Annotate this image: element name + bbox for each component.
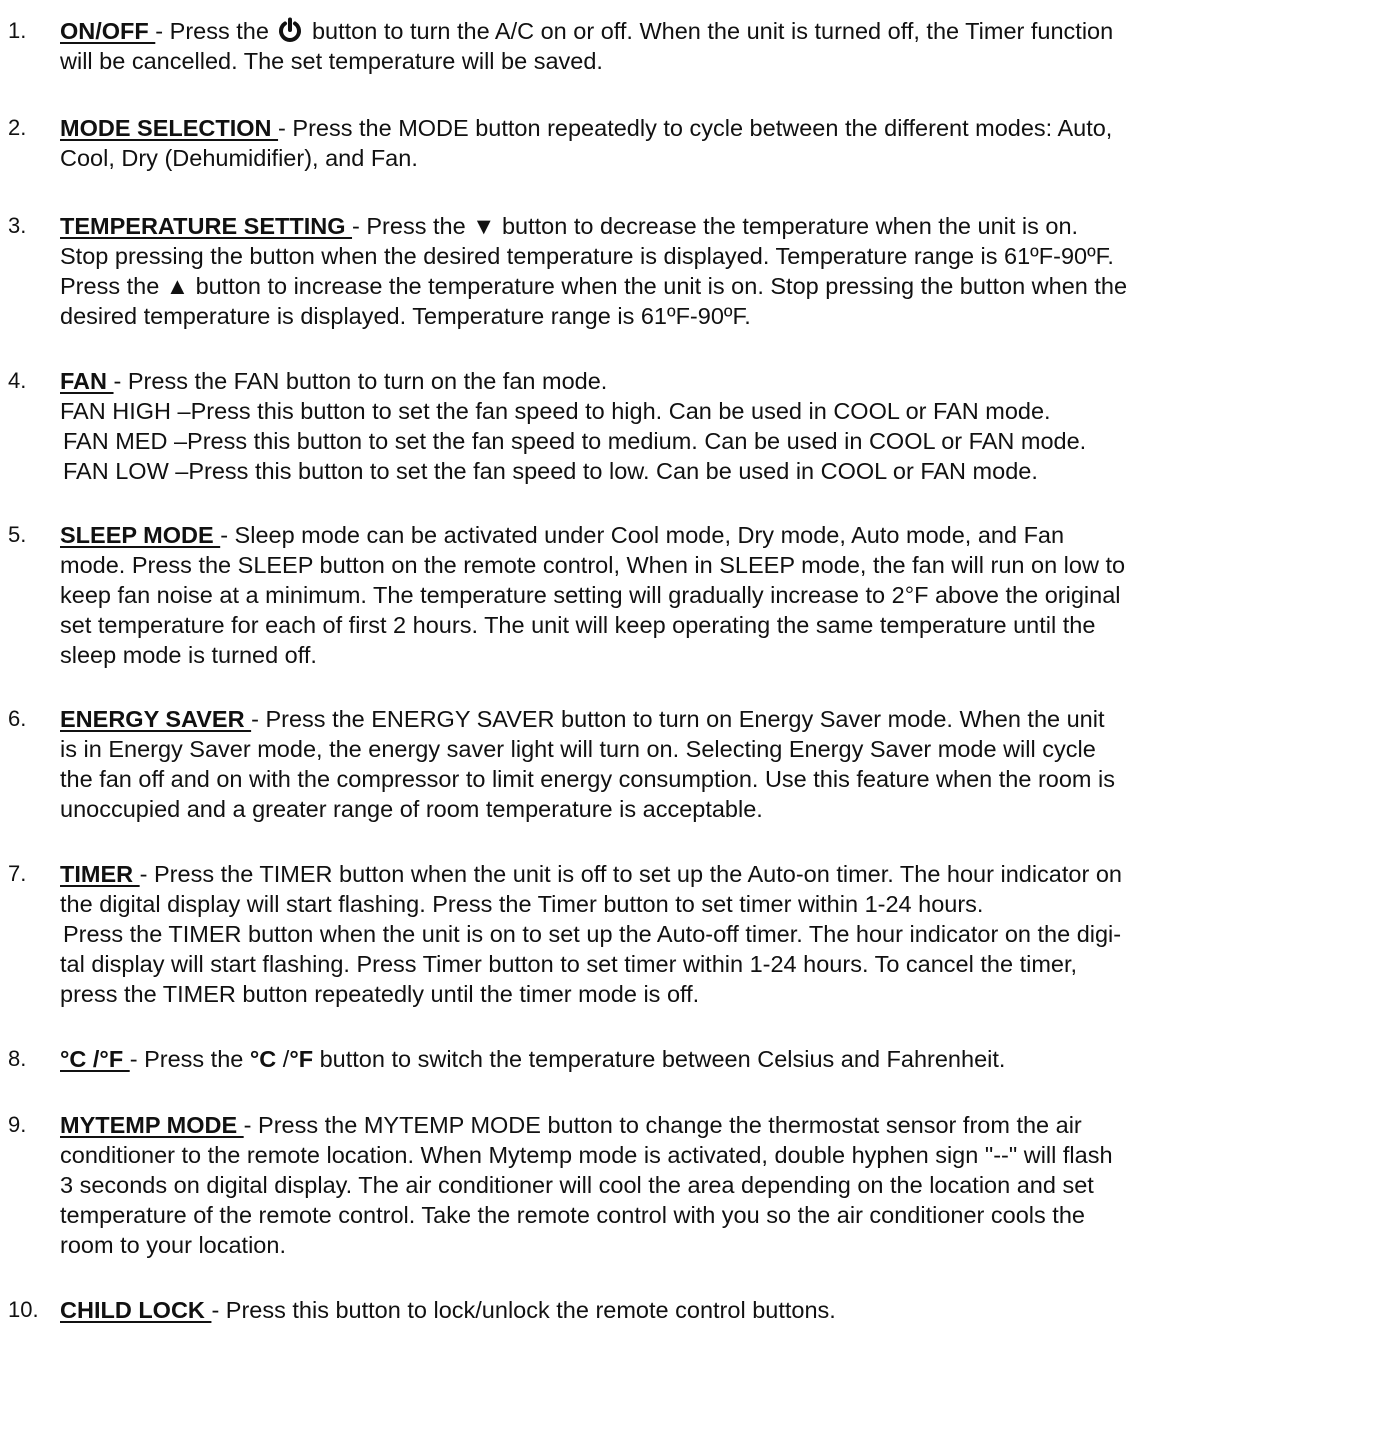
item-text: Press the TIMER button when the unit is on to set up the Auto-off timer. The hour indicator on the digi- [63,921,1122,947]
item-title: MODE SELECTION [60,115,279,141]
item-text: unoccupied and a greater range of room temperature is acceptable. [60,796,763,822]
item-title: TIMER [60,861,140,887]
item-text: Stop pressing the button when the desired temperature is displayed. Temperature range is 61ºF-90ºF. [60,243,1114,269]
item-text: - Press the [155,18,276,44]
list-item-mode-selection [8,113,1393,173]
item-text: room to your location. [60,1232,286,1258]
item-text: will be cancelled. The set temperature will be saved. [60,48,603,74]
list-item-child-lock [8,1295,1393,1325]
item-number: 1. [8,18,27,43]
item-title: TEMPERATURE SETTING [60,213,353,239]
item-text: sleep mode is turned off. [60,642,317,668]
item-text: - Press the MYTEMP MODE button to change the thermostat sensor from the air [243,1112,1082,1138]
item-text: - Press the FAN button to turn on the fan mode. [113,368,608,394]
item-number: 3. [8,213,27,238]
item-number: 4. [8,368,27,393]
item-text: button to turn the A/C on or off. When the unit is turned off, the Timer function [305,18,1114,44]
fahrenheit-label: °F [289,1046,314,1072]
item-text: - Press the ▼ button to decrease the temperature when the unit is on. [352,213,1079,239]
item-title: FAN [60,368,114,394]
item-text: tal display will start flashing. Press Timer button to set timer within 1-24 hours. To cancel the timer, [60,951,1078,977]
list-item-on-off [8,16,1393,76]
item-text: FAN LOW –Press this button to set the fan speed to low. Can be used in COOL or FAN mode. [63,458,1038,484]
item-text: button to switch the temperature between Celsius and Fahrenheit. [313,1046,1006,1072]
item-text: / [276,1046,290,1072]
item-text: temperature of the remote control. Take the remote control with you so the air conditioner cools the [60,1202,1085,1228]
item-text: - Press the TIMER button when the unit is off to set up the Auto-on timer. The hour indicator on [139,861,1122,887]
item-text: the fan off and on with the compressor to limit energy consumption. Use this feature when the room is [60,766,1115,792]
item-number: 7. [8,861,27,886]
celsius-label: °C [249,1046,277,1072]
item-number: 5. [8,522,27,547]
list-item-fan [8,366,1393,486]
item-text: FAN MED –Press this button to set the fan speed to medium. Can be used in COOL or FAN mode. [63,428,1087,454]
item-title: °C /°F [60,1046,130,1072]
list-item-temperature-setting [8,211,1393,331]
list-item-timer [8,859,1393,1009]
item-text: Cool, Dry (Dehumidifier), and Fan. [60,145,418,171]
item-number: 10. [8,1297,39,1322]
list-item-mytemp-mode [8,1110,1393,1260]
item-text: set temperature for each of first 2 hours. The unit will keep operating the same temperature until the [60,612,1096,638]
item-text: - Sleep mode can be activated under Cool mode, Dry mode, Auto mode, and Fan [220,522,1065,548]
item-text: - Press the ENERGY SAVER button to turn on Energy Saver mode. When the unit [251,706,1105,732]
item-text: - Press this button to lock/unlock the remote control buttons. [211,1297,836,1323]
item-text: - Press the MODE button repeatedly to cycle between the different modes: Auto, [278,115,1113,141]
item-text: FAN HIGH –Press this button to set the fan speed to high. Can be used in COOL or FAN mode. [60,398,1051,424]
item-text: conditioner to the remote location. When Mytemp mode is activated, double hyphen sign "--" will flash [60,1142,1113,1168]
list-item-celsius-fahrenheit [8,1044,1393,1074]
item-text: - Press the [129,1046,250,1072]
item-text: Press the ▲ button to increase the temperature when the unit is on. Stop pressing the button when the [60,273,1128,299]
item-title: MYTEMP MODE [60,1112,244,1138]
item-text: the digital display will start flashing. Press the Timer button to set timer within 1-24 hours. [60,891,984,917]
list-item-energy-saver [8,704,1393,824]
item-number: 6. [8,706,27,731]
item-text: 3 seconds on digital display. The air conditioner will cool the area depending on the location and set [60,1172,1094,1198]
item-title: SLEEP MODE [60,522,221,548]
item-number: 8. [8,1046,27,1071]
item-text: is in Energy Saver mode, the energy saver light will turn on. Selecting Energy Saver mode will cycle [60,736,1096,762]
item-text: press the TIMER button repeatedly until the timer mode is off. [60,981,700,1007]
item-title: ENERGY SAVER [60,706,252,732]
item-text: desired temperature is displayed. Temperature range is 61ºF-90ºF. [60,303,751,329]
item-number: 2. [8,115,27,140]
item-title: CHILD LOCK [60,1297,212,1323]
item-text: mode. Press the SLEEP button on the remote control, When in SLEEP mode, the fan will run on low to [60,552,1126,578]
item-text: keep fan noise at a minimum. The temperature setting will gradually increase to 2°F above the original [60,582,1121,608]
item-title: ON/OFF [60,18,156,44]
list-item-sleep-mode [8,520,1393,670]
power-icon [278,17,302,43]
item-number: 9. [8,1112,27,1137]
